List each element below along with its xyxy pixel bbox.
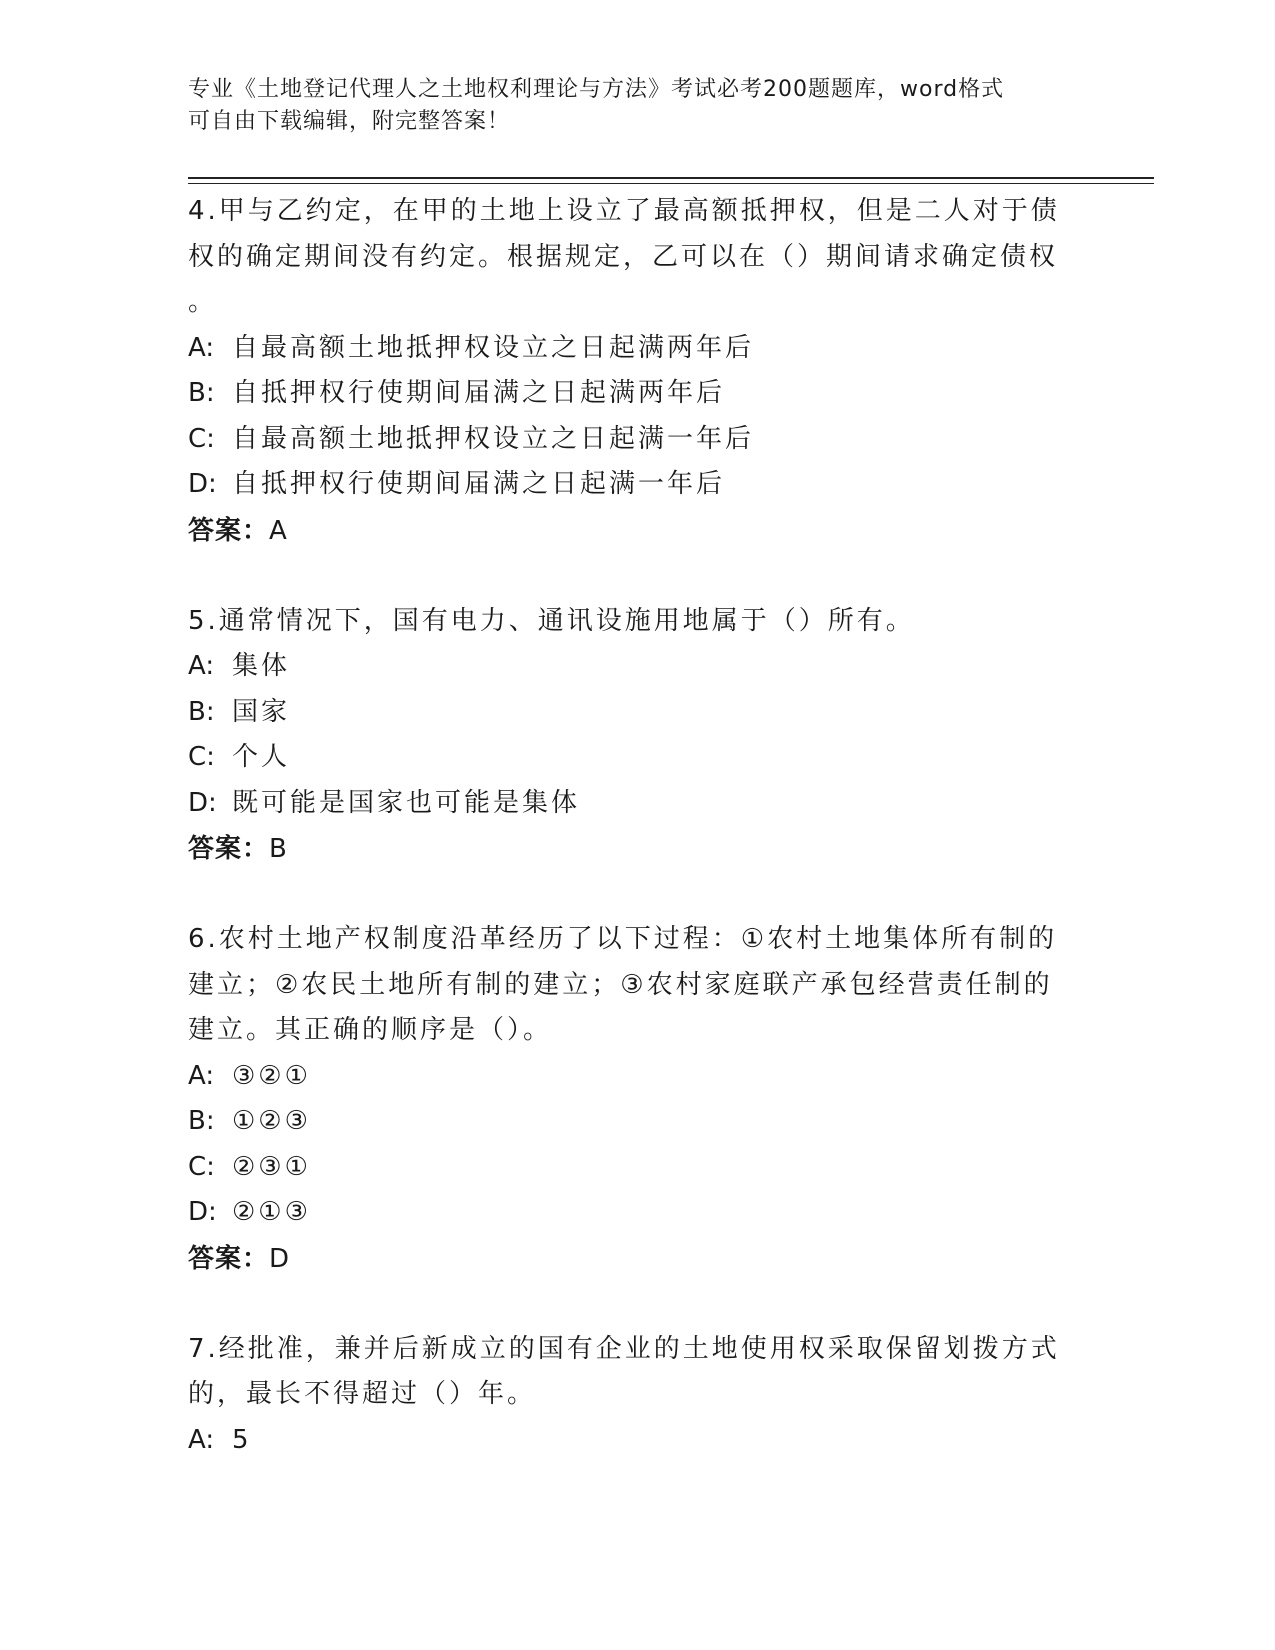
- option-letter: C:: [188, 1151, 215, 1182]
- header-line: 专业《土地登记代理人之土地权利理论与方法》考试必考200题题库，word格式: [188, 77, 1005, 102]
- question-stem: [188, 917, 1088, 1054]
- question-list: [188, 189, 1088, 1508]
- option-text: 自抵押权行使期间届满之日起满一年后: [232, 469, 726, 499]
- option-text: 国家: [232, 696, 291, 727]
- option-text: 个人: [232, 742, 291, 772]
- option-text: 自最高额土地抵押权设立之日起满两年后: [232, 332, 755, 363]
- option-d: [188, 781, 1088, 827]
- option-text: 5: [232, 1424, 252, 1455]
- option-a: [188, 1054, 1088, 1100]
- question-stem-line: 4.甲与乙约定，在甲的土地上设立了最高额抵押权，但是二人对于债: [188, 196, 1060, 226]
- option-letter: B:: [188, 1106, 215, 1136]
- option-text: ②③①: [232, 1151, 311, 1182]
- option-c: [188, 1145, 1088, 1191]
- option-text: ①②③: [232, 1106, 311, 1136]
- question-stem: [188, 599, 1088, 645]
- question-item: [188, 917, 1088, 1282]
- option-text: 集体: [232, 651, 291, 681]
- option-letter: D:: [188, 787, 217, 818]
- question-stem-line: 权的确定期间没有约定。根据规定，乙可以在（）期间请求确定债权: [188, 241, 1059, 272]
- option-a: [188, 644, 1088, 690]
- answer-value: B: [269, 834, 288, 864]
- answer-value: D: [269, 1243, 291, 1274]
- answer-line: [188, 826, 1088, 872]
- option-letter: A:: [188, 1424, 215, 1455]
- option-letter: D:: [188, 469, 217, 499]
- option-text: ②①③: [232, 1197, 311, 1227]
- question-stem-line: 5.通常情况下，国有电力、通讯设施用地属于（）所有。: [188, 605, 915, 636]
- option-letter: B:: [188, 378, 215, 408]
- option-text: 自最高额土地抵押权设立之日起满一年后: [232, 423, 755, 454]
- option-text: 既可能是国家也可能是集体: [232, 787, 581, 818]
- question-stem: [188, 1327, 1088, 1418]
- option-a: [188, 1418, 1088, 1464]
- option-letter: A:: [188, 651, 215, 681]
- document-header: [188, 74, 1068, 138]
- answer-label: 答案：: [188, 515, 270, 546]
- question-item: [188, 189, 1088, 554]
- option-b: [188, 1099, 1088, 1145]
- option-c: [188, 735, 1088, 781]
- question-item: [188, 1327, 1088, 1464]
- option-d: [188, 462, 1088, 508]
- option-a: [188, 326, 1088, 372]
- answer-value: A: [269, 515, 288, 546]
- option-letter: C:: [188, 742, 215, 772]
- header-divider-thick: [188, 177, 1154, 179]
- answer-line: [188, 508, 1088, 554]
- question-stem-line: 6.农村土地产权制度沿革经历了以下过程：①农村土地集体所有制的: [188, 924, 1058, 954]
- answer-label: 答案：: [188, 1243, 270, 1274]
- question-stem-line: 建立；②农民土地所有制的建立；③农村家庭联产承包经营责任制的: [188, 969, 1053, 1000]
- option-letter: A:: [188, 332, 215, 363]
- option-b: [188, 690, 1088, 736]
- option-c: [188, 417, 1088, 463]
- option-text: 自抵押权行使期间届满之日起满两年后: [232, 378, 726, 408]
- question-stem-line: 。: [188, 287, 218, 317]
- question-stem-line: 建立。其正确的顺序是（）。: [188, 1015, 553, 1045]
- header-line: 可自由下载编辑，附完整答案！: [188, 109, 511, 134]
- option-letter: A:: [188, 1060, 215, 1091]
- question-stem-line: 7.经批准，兼并后新成立的国有企业的土地使用权采取保留划拨方式: [188, 1333, 1060, 1364]
- answer-line: [188, 1236, 1088, 1282]
- header-divider-thin: [188, 183, 1154, 184]
- option-letter: D:: [188, 1197, 217, 1227]
- question-stem: [188, 189, 1088, 326]
- option-letter: C:: [188, 423, 215, 454]
- option-letter: B:: [188, 696, 215, 727]
- option-d: [188, 1190, 1088, 1236]
- question-item: [188, 599, 1088, 873]
- option-b: [188, 371, 1088, 417]
- option-text: ③②①: [232, 1060, 311, 1091]
- answer-label: 答案：: [188, 834, 270, 864]
- question-stem-line: 的，最长不得超过（）年。: [188, 1379, 537, 1409]
